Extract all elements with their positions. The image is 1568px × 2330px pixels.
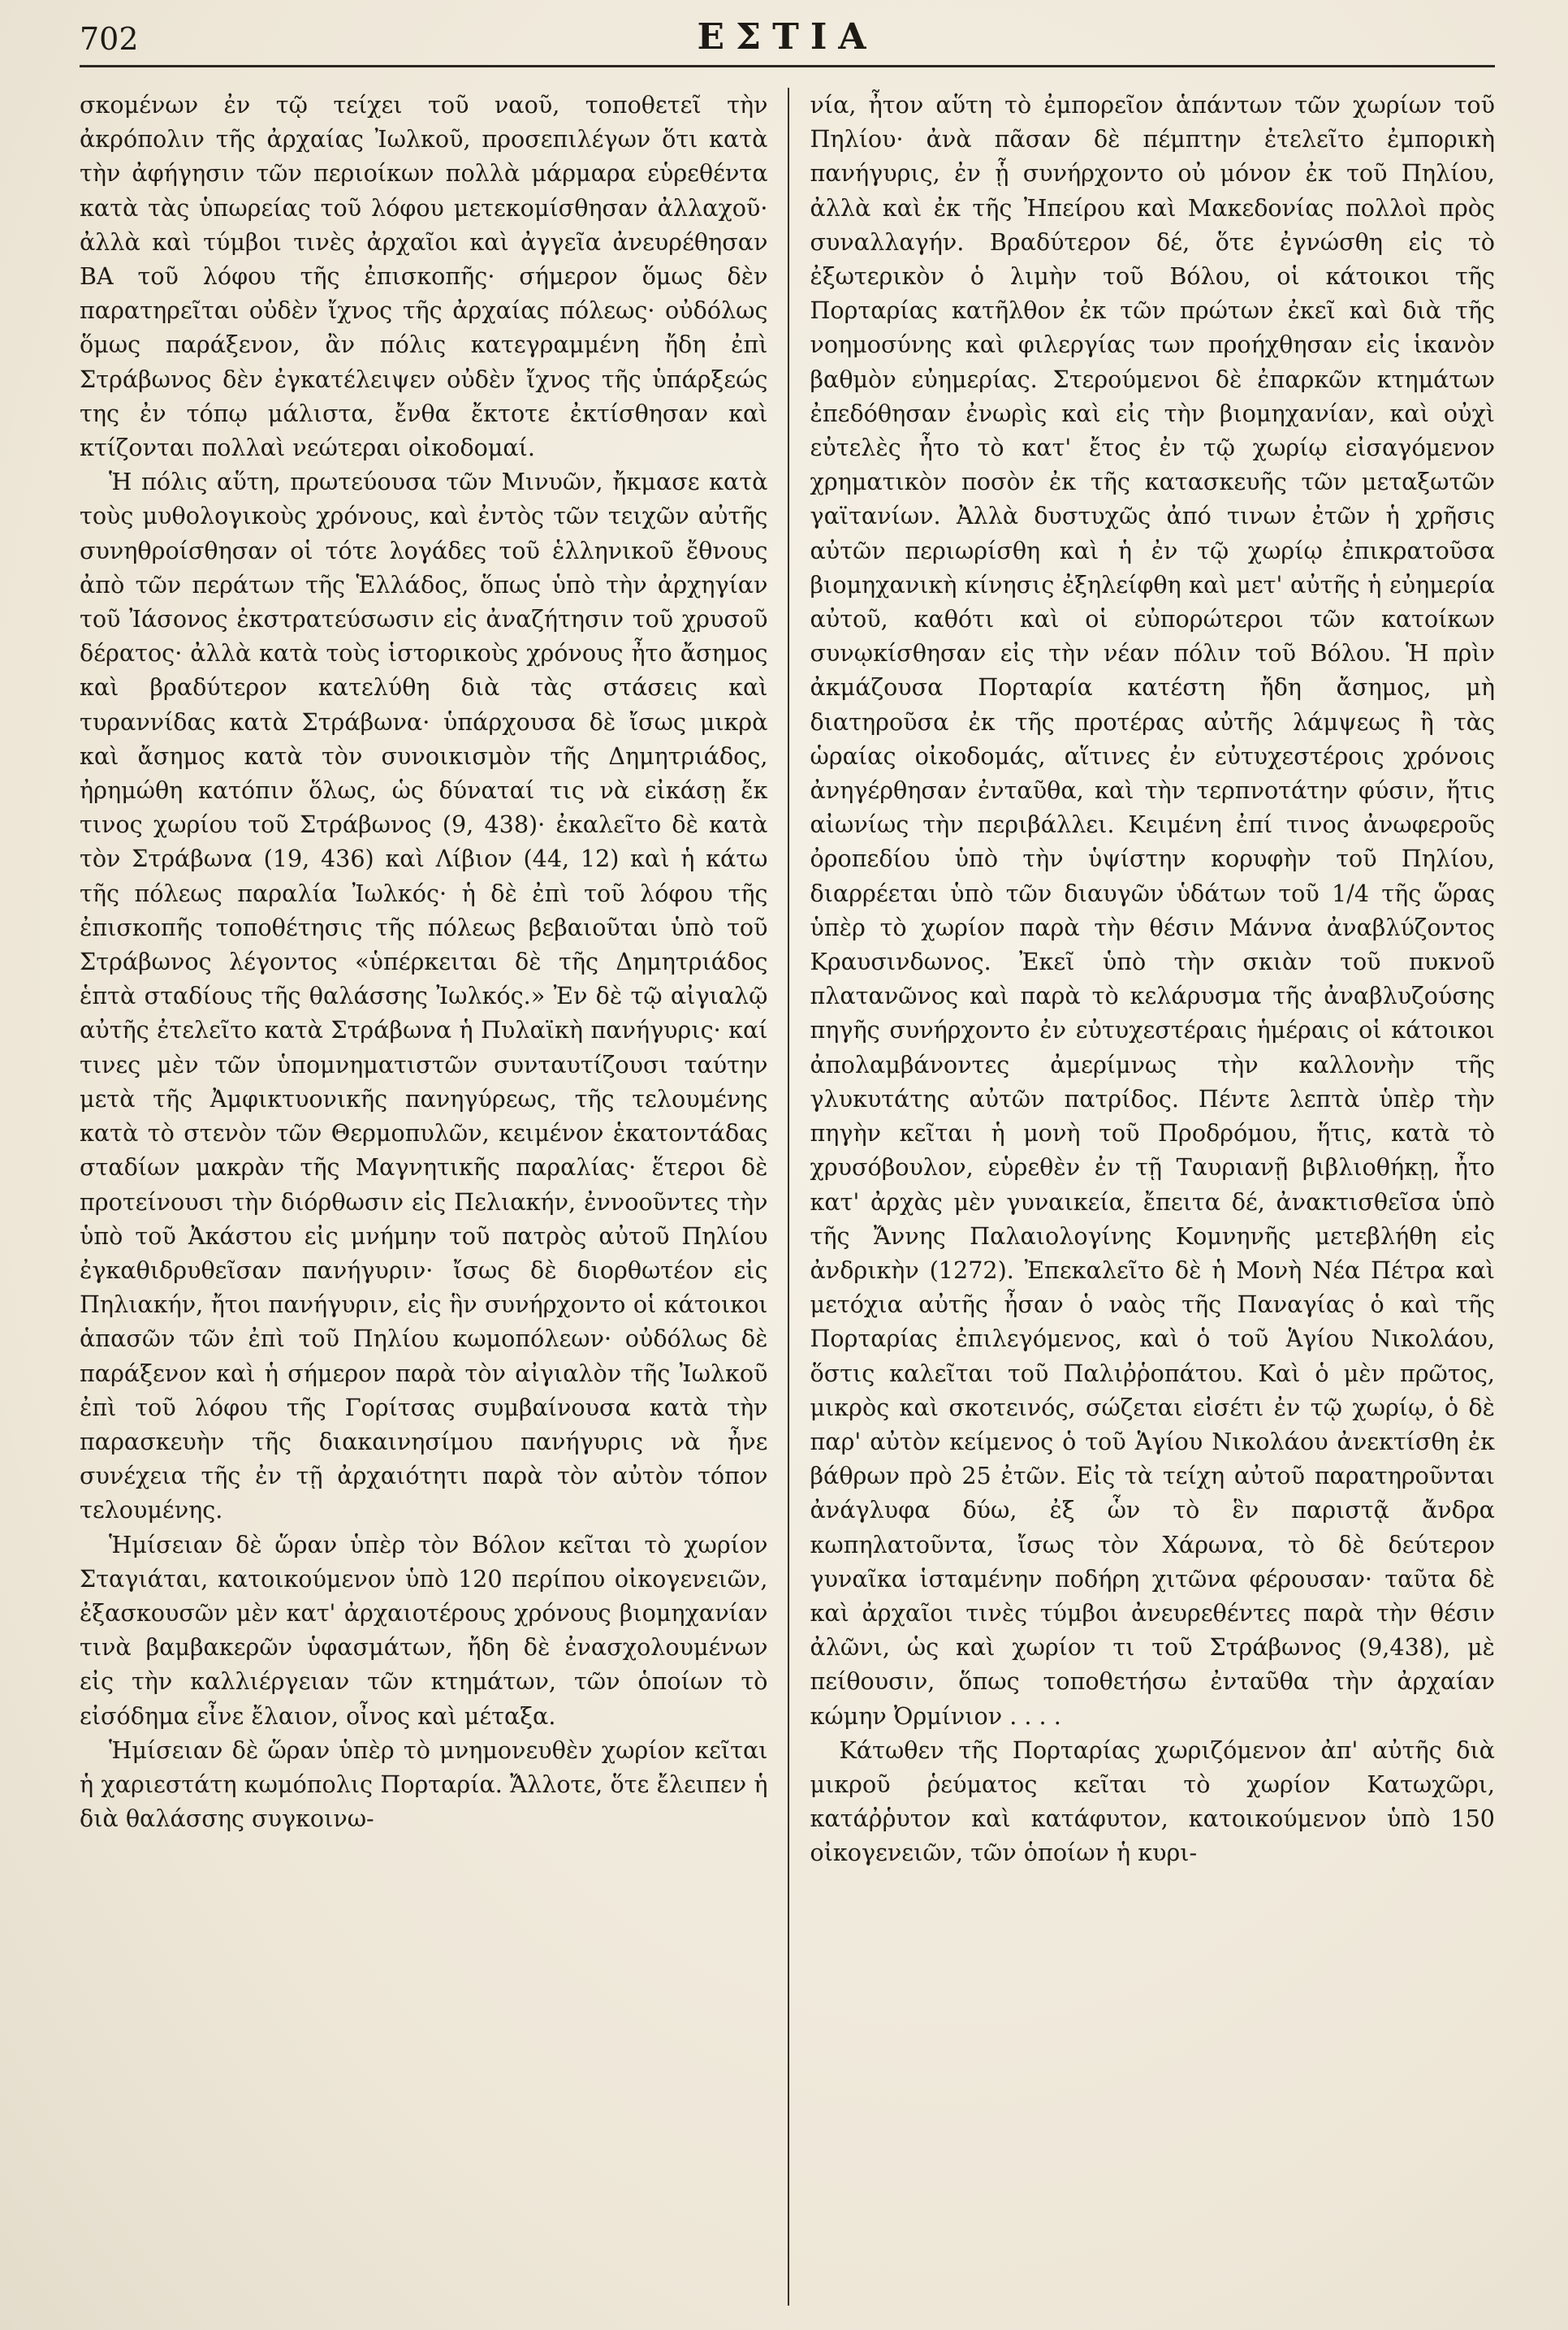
paragraph: Ἡμίσειαν δὲ ὥραν ὑπὲρ τὸν Βόλον κεῖται τὸ χωρίον Σταγιάται, κατοικούμενον ὑπὸ 120 περίπου οἰκογενειῶν, ἐξασκουσῶν μὲν κατ' ἀρχαιοτέρους χρόνους βιομηχανίαν τινὰ βαμβακερῶν ὑφασμάτων, ἤδη δὲ ἐνασχολουμένων εἰς τὴν καλλιέργειαν τῶν κτημάτων, τῶν ὁποίων τὸ εἰσόδημα εἶνε ἔλαιον, οἶνος καὶ μέταξα.	[80, 1530, 768, 1730]
right-column	[788, 88, 1496, 2306]
page-header	[80, 15, 1495, 63]
left-column	[80, 88, 788, 2306]
header-rule	[80, 65, 1495, 67]
text-columns	[80, 88, 1495, 2306]
paragraph: Κάτωθεν τῆς Πορταρίας χωριζόμενον ἀπ' αὐτῆς διὰ μικροῦ ῥεύματος κεῖται τὸ χωρίον Κατωχῶρι, κατάῤῥυτον καὶ κατάφυτον, κατοικούμενον ὑπὸ 150 οἰκογενειῶν, τῶν ὁποίων ἡ κυρι-	[810, 1736, 1495, 1867]
paragraph: Ἡμίσειαν δὲ ὥραν ὑπὲρ τὸ μνημονευθὲν χωρίον κεῖται ἡ χαριεστάτη κωμόπολις Πορταρία. Ἄλλοτε, ὅτε ἔλειπεν ἡ διὰ θαλάσσης συγκοινω-	[80, 1736, 768, 1833]
paragraph: Ἡ πόλις αὕτη, πρωτεύουσα τῶν Μινυῶν, ἤκμασε κατὰ τοὺς μυθολογικοὺς χρόνους, καὶ ἐντὸς τῶν τειχῶν αὐτῆς συνηθροίσθησαν οἱ τότε λογάδες τοῦ ἑλληνικοῦ ἔθνους ἀπὸ τῶν περάτων τῆς Ἑλλάδος, ὅπως ὑπὸ τὴν ἀρχηγίαν τοῦ Ἰάσονος ἐκστρατεύσωσιν εἰς ἀναζήτησιν τοῦ χρυσοῦ δέρατος· ἀλλὰ κατὰ τοὺς ἱστορικοὺς χρόνους ἦτο ἄσημος καὶ βραδύτερον κατελύθη διὰ τὰς στάσεις καὶ τυραννίδας κατὰ Στράβωνα· ὑπάρχουσα δὲ ἴσως μικρὰ καὶ ἄσημος κατὰ τὸν συνοικισμὸν τῆς Δημητριάδος, ἠρημώθη κατόπιν ὅλως, ὡς δύναταί τις νὰ εἰκάσῃ ἔκ τινος χωρίου τοῦ Στράβωνος (9, 438)· ἐκαλεῖτο δὲ κατὰ τὸν Στράβωνα (19, 436) καὶ Λίβιον (44, 12) καὶ ἡ κάτω τῆς πόλεως παραλία Ἰωλκός· ἡ δὲ ἐπὶ τοῦ λόφου τῆς ἐπισκοπῆς τοποθέτησις τῆς πόλεως βεβαιοῦται ὑπὸ τοῦ Στράβωνος λέγοντος «ὑπέρκειται δὲ τῆς Δημητριάδος ἑπτὰ σταδίους τῆς θαλάσσης Ἰωλκός.» Ἐν δὲ τῷ αἰγιαλῷ αὐτῆς ἐτελεῖτο κατὰ Στράβωνα ἡ Πυλαϊκὴ πανήγυρις· καί τινες μὲν τῶν ὑπομνηματιστῶν συνταυτίζουσι ταύτην μετὰ τῆς Ἀμφικτυονικῆς πανηγύρεως, τῆς τελουμένης κατὰ τὸ στενὸν τῶν Θερμοπυλῶν, κειμένον ἑκατοντάδας σταδίων μακρὰν τῆς Μαγνητικῆς παραλίας· ἕτεροι δὲ προτείνουσι τὴν διόρθωσιν εἰς Πελιακήν, ἐννοοῦντες τὴν ὑπὸ τοῦ Ἀκάστου εἰς μνήμην τοῦ πατρὸς αὐτοῦ Πηλίου ἐγκαθιδρυθεῖσαν πανήγυριν· ἴσως δὲ διορθωτέον εἰς Πηλιακήν, ἤτοι πανήγυριν, εἰς ἣν συνήρχοντο οἱ κάτοικοι ἁπασῶν τῶν ἐπὶ τοῦ Πηλίου κωμοπόλεων· οὐδόλως δὲ παράξενον καὶ ἡ σήμερον παρὰ τὸν αἰγιαλὸν τῆς Ἰωλκοῦ ἐπὶ τοῦ λόφου τῆς Γορίτσας συμβαίνουσα κατὰ τὴν παρασκευὴν τῆς διακαινησίμου πανήγυρις νὰ ἦνε συνέχεια τῆς ἐν τῇ ἀρχαιότητι παρὰ τὸν αὐτὸν τόπον τελουμένης.	[80, 468, 768, 1524]
paragraph: νία, ἦτον αὕτη τὸ ἐμπορεῖον ἁπάντων τῶν χωρίων τοῦ Πηλίου· ἀνὰ πᾶσαν δὲ πέμπτην ἐτελεῖτο ἐμπορικὴ πανήγυρις, ἐν ᾗ συνήρχοντο οὐ μόνον ἐκ τοῦ Πηλίου, ἀλλὰ καὶ ἐκ τῆς Ἠπείρου καὶ Μακεδονίας πολλοὶ πρὸς συναλλαγήν. Βραδύτερον δέ, ὅτε ἐγνώσθη εἰς τὸ ἐξωτερικὸν ὁ λιμὴν τοῦ Βόλου, οἱ κάτοικοι τῆς Πορταρίας κατῆλθον ἐκ τῶν πρώτων ἐκεῖ καὶ διὰ τῆς νοημοσύνης καὶ φιλεργίας των προήχθησαν εἰς ἱκανὸν βαθμὸν εὐημερίας. Στερούμενοι δὲ ἐπαρκῶν κτημάτων ἐπεδόθησαν ἐνωρὶς καὶ εἰς τὴν βιομηχανίαν, καὶ οὐχὶ εὐτελὲς ἦτο τὸ κατ' ἔτος ἐν τῷ χωρίῳ εἰσαγόμενον χρηματικὸν ποσὸν ἐκ τῆς κατασκευῆς τῶν μεταξωτῶν γαϊτανίων. Ἀλλὰ δυστυχῶς ἀπό τινων ἐτῶν ἡ χρῆσις αὐτῶν περιωρίσθη καὶ ἡ ἐν τῷ χωρίῳ ἐπικρατοῦσα βιομηχανικὴ κίνησις ἐξηλείφθη καὶ μετ' αὐτῆς ἡ εὐημερία αὐτοῦ, καθότι καὶ οἱ εὐπορώτεροι τῶν κατοίκων συνῳκίσθησαν εἰς τὴν νέαν πόλιν τοῦ Βόλου. Ἡ πρὶν ἀκμάζουσα Πορταρία κατέστη ἤδη ἄσημος, μὴ διατηροῦσα ἐκ τῆς προτέρας αὐτῆς λάμψεως ἢ τὰς ὡραίας οἰκοδομάς, αἵτινες ἐν εὐτυχεστέροις χρόνοις ἀνηγέρθησαν ἐνταῦθα, καὶ τὴν τερπνοτάτην φύσιν, ἥτις αἰωνίως τὴν περιβάλλει. Κειμένη ἐπί τινος ἀνωφεροῦς ὀροπεδίου ὑπὸ τὴν ὑψίστην κορυφὴν τοῦ Πηλίου, διαρρέεται ὑπὸ τῶν διαυγῶν ὑδάτων τοῦ 1/4 τῆς ὥρας ὑπὲρ τὸ χωρίον παρὰ τὴν θέσιν Μάννα ἀναβλύζοντος Κραυσινδωνος. Ἐκεῖ ὑπὸ τὴν σκιὰν τοῦ πυκνοῦ πλατανῶνος καὶ παρὰ τὸ κελάρυσμα τῆς ἀναβλυζούσης πηγῆς συνήρχοντο ἐν εὐτυχεστέραις ἡμέραις οἱ κάτοικοι ἀπολαμβάνοντες ἀμερίμνως τὴν καλλονὴν τῆς γλυκυτάτης αὐτῶν πατρίδος. Πέντε λεπτὰ ὑπὲρ τὴν πηγὴν κεῖται ἡ μονὴ τοῦ Προδρόμου, ἥτις, κατὰ τὸ χρυσόβουλον, εὑρεθὲν ἐν τῇ Ταυριανῇ βιβλιοθήκῃ, ἦτο κατ' ἀρχὰς μὲν γυναικεία, ἔπειτα δέ, ἀνακτισθεῖσα ὑπὸ τῆς Ἄννης Παλαιολογίνης Κομνηνῆς μετεβλήθη εἰς ἀνδρικὴν (1272). Ἐπεκαλεῖτο δὲ ἡ Μονὴ Νέα Πέτρα καὶ μετόχια αὐτῆς ἦσαν ὁ ναὸς τῆς Παναγίας ὁ καὶ τῆς Πορταρίας ἐπιλεγόμενος, καὶ ὁ τοῦ Ἁγίου Νικολάου, ὅστις καλεῖται τοῦ Παλιῤῥοπάτου. Καὶ ὁ μὲν πρῶτος, μικρὸς καὶ σκοτεινός, σώζεται εἰσέτι ἐν τῷ χωρίῳ, ὁ δὲ παρ' αὐτὸν κείμενος ὁ τοῦ Ἁγίου Νικολάου ἀνεκτίσθη ἐκ βάθρων πρὸ 25 ἐτῶν. Εἰς τὰ τείχη αὐτοῦ παρατηροῦνται ἀνάγλυφα δύω, ἐξ ὧν τὸ ἓν παριστᾷ ἄνδρα κωπηλατοῦντα, ἴσως τὸν Χάρωνα, τὸ δὲ δεύτερον γυναῖκα ἱσταμένην ποδήρη χιτῶνα φέρουσαν· ταῦτα δὲ καὶ ἀρχαῖοι τινὲς τύμβοι ἀνευρεθέντες παρὰ τὴν θέσιν ἀλῶνι, ὡς καὶ χωρίον τι τοῦ Στράβωνος (9,438), μὲ πείθουσιν, ὅπως τοποθετήσω ἐνταῦθα τὴν ἀρχαίαν κώμην Ὀρμίνιον . . . .	[810, 91, 1495, 1730]
paragraph: σκομένων ἐν τῷ τείχει τοῦ ναοῦ, τοποθετεῖ τὴν ἀκρόπολιν τῆς ἀρχαίας Ἰωλκοῦ, προσεπιλέγων ὅτι κατὰ τὴν ἀφήγησιν τῶν περιοίκων πολλὰ μάρμαρα εὑρεθέντα κατὰ τὰς ὑπωρείας τοῦ λόφου μετεκομίσθησαν ἀλλαχοῦ· ἀλλὰ καὶ τύμβοι τινὲς ἀρχαῖοι καὶ ἀγγεῖα ἀνευρέθησαν ΒΑ τοῦ λόφου τῆς ἐπισκοπῆς· σήμερον ὅμως δὲν παρατηρεῖται οὐδὲν ἴχνος τῆς ἀρχαίας πόλεως· οὐδόλως ὅμως παράξενον, ἂν πόλις κατεγραμμένη ἤδη ἐπὶ Στράβωνος δὲν ἐγκατέλειψεν οὐδὲν ἴχνος τῆς ὑπάρξεώς της ἐν τόπῳ μάλιστα, ἔνθα ἔκτοτε ἐκτίσθησαν καὶ κτίζονται πολλαὶ νεώτεραι οἰκοδομαί.	[80, 91, 768, 462]
running-title: ΕΣΤΙΑ	[697, 16, 878, 58]
page-number: 702	[80, 21, 139, 57]
